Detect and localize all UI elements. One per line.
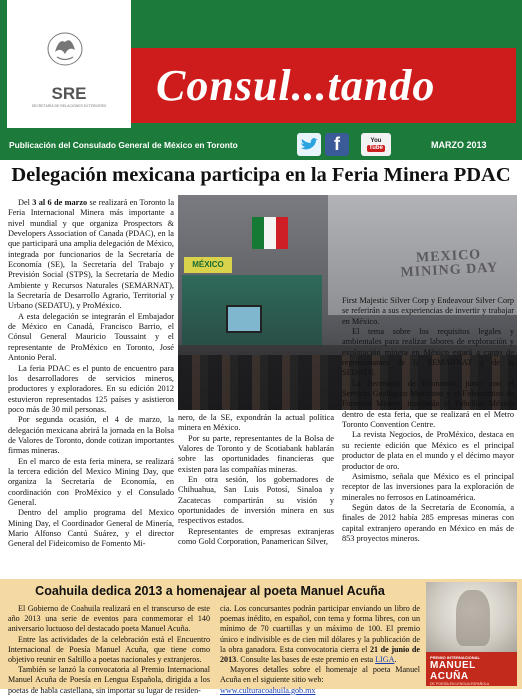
sre-abbrev: SRE: [51, 84, 87, 103]
website-link[interactable]: www.culturacoahuila.gob.mx: [220, 685, 316, 695]
youtube-icon-tube: Tube: [369, 144, 383, 151]
youtube-link[interactable]: [361, 133, 391, 156]
fair-dates: 3 al 6 de marzo: [32, 198, 88, 207]
feature-paragraph: También se lanzó la convocatoria al Premio Internacional Manuel Acuña de Poesía en Lengua Española, dirigida a los poetas de habla castellana, sin importar su lugar de residen-: [8, 665, 210, 695]
poster-name: MANUEL ACUÑA: [430, 660, 476, 682]
facebook-link[interactable]: [325, 133, 349, 156]
article-paragraph: First Majestic Silver Corp y Endeavour Silver Corp se referirán a sus experiencias de invertir y trabajar en México.: [342, 296, 514, 326]
feature-column-1: [8, 604, 210, 696]
eagle-seal-icon: [45, 30, 85, 68]
article-column-3: [342, 296, 514, 544]
article-paragraph: A esta delegación se integrarán el Embajador de México en Canadá, Francisco Barrio, el Cónsul General Mauricio Toussaint y el representante de ProMéxico en Toronto, José Antonio Peral.: [8, 311, 174, 363]
title-banner: [131, 48, 516, 123]
article-paragraph: En otra sesión, los gobernadores de Chihuahua, San Luis Potosí, Sinaloa y Zacatecas compartirán su visión y oportunidades de inversión minera en sus respectivos estados.: [178, 475, 334, 526]
feature-paragraph: Entre las actividades de la celebración está el Encuentro Internacional de Poesía Manuel Acuña, que tiene como objetivo reunir en Saltillo a poetas nacionales y extranjeros.: [8, 634, 210, 665]
poster-line-1: PREMIO INTERNACIONAL: [430, 655, 480, 660]
article-paragraph: La revista Negocios, de ProMéxico, destaca en su reciente edición que México es el principal productor de plata en el mundo y el décimo mayor productor de oro.: [342, 430, 514, 471]
facebook-icon: f: [334, 134, 340, 154]
article-paragraph: En el marco de esta feria minera, se realizará la tercera edición del Mexico Mining Day, que organiza la Secretaría de Economía, en coordinación con ProMéxico y el Consulado General.: [8, 456, 174, 507]
poster-line-2: DE POESÍA EN LENGUA ESPAÑOLA: [430, 682, 490, 686]
booth-sign: MÉXICO: [184, 257, 232, 273]
booth-screen: [226, 305, 262, 333]
twitter-link[interactable]: [297, 133, 321, 156]
bases-link[interactable]: LIGA: [375, 655, 395, 665]
article-paragraph: Por segunda ocasión, el 4 de marzo, la delegación mexicana abrirá la jornada en la Bolsa de Valores de Toronto, donde cotizan importantes firmas mineras.: [8, 415, 174, 456]
sre-logo: [7, 0, 131, 128]
feature-paragraph: [220, 604, 420, 665]
article-paragraph: nero, de la SE, expondrán la actual política minera en México.: [178, 413, 334, 433]
feature-paragraph: Mayores detalles sobre el homenaje al poeta Manuel Acuña en el siguiente sitio web:: [220, 665, 420, 685]
youtube-icon-you: You: [370, 137, 382, 144]
article-headline: Delegación mexicana participa en la Feria Minera PDAC: [11, 164, 511, 186]
newsletter-title: Consul...tando: [156, 61, 436, 110]
feature-text: .: [394, 655, 397, 665]
deadline-date: 21 de junio de 2013: [220, 644, 420, 665]
article-paragraph: Del 3 al 6 de marzo se realizará en Toronto la Feria Internacional Minera más importante a nivel mundial y que organiza Prospectors & Developers Association of Canada (PDAC), en la que participará una amplia delegación de México, integrada por funcionarios de la Secretaría de Economía (SE), la Secretaría del Trabajo y Previsión Social (STPS), la Secretaría de Medio Ambiente y Recursos Naturales (SEMARNAT), la Secretaría de Desarrollo Agrario, Territorial y Urbano (SEDATU), y ProMéxico.: [8, 198, 175, 311]
feature-text: cia. Los concursantes podrán participar enviando un libro de poemas inédito, en español, con tema y forma libres, con un mínimo de 70 cuartillas y un máximo de 100. El premio único e indivisible es de cien mil dólares y la publicación de la obra ganadora. Esta convocatoria cierra el: [220, 604, 420, 654]
article-paragraph: Por su parte, representantes de la Bolsa de Valores de Toronto y de Scotiabank hablarán sobre las oportunidades financieras que existen para las compañías mineras.: [178, 433, 334, 474]
award-poster: [426, 582, 517, 686]
article-paragraph: Representantes de empresas extranjeras como Gold Corporation, Panamerican Silver,: [178, 526, 334, 547]
feature-text: . Consulte las bases de este premio en esta: [236, 655, 376, 665]
statue-figure: [456, 590, 490, 646]
sre-full-name: SECRETARÍA DE RELACIONES EXTERIORES: [31, 104, 107, 108]
feature-paragraph: [220, 686, 420, 696]
poster-band: [426, 652, 517, 686]
article-paragraph: Asimismo, señala que México es el principal receptor de las inversiones para la exploración de minerales no ferrosos en Latinoamérica.: [342, 471, 514, 502]
feature-title: Coahuila dedica 2013 a homenajear al poeta Manuel Acuña: [35, 584, 385, 598]
article-column-2: [178, 413, 334, 547]
article-paragraph: El tema sobre los requisitos legales y ambientales para realizar labores de exploración y explotación minera en México estará a cargo de representantes de la SEMARNAT y de la SEDATU.: [342, 327, 514, 378]
article-paragraph: Según datos de la Secretaría de Economía, a finales de 2012 había 285 empresas mineras con capital extranjero operando en México en más de 853 proyectos mineros.: [342, 502, 514, 543]
twitter-bird-icon: [300, 138, 318, 152]
feature-column-2: [220, 604, 420, 696]
feature-paragraph: El Gobierno de Coahuila realizará en el transcurso de este año 2013 una serie de eventos para conmemorar el 140 aniversario luctuoso del destacado poeta Manuel Acuña.: [8, 604, 210, 634]
issue-date: MARZO 2013: [431, 140, 487, 150]
mexico-mining-day-banner: MEXICO MINING DAY: [400, 247, 499, 281]
mexican-flag-icon: [252, 217, 288, 249]
publication-subtitle: Publicación del Consulado General de México en Toronto: [9, 140, 238, 150]
article-paragraph: La Secretaría de Economía, junto con el Servicio Geológico Mexicano y el Fideicomiso de Fomento Minero, instalarán el Pabellón México dentro de esta feria, que se realizará en el Metro Toronto Convention Centre.: [342, 378, 514, 430]
article-paragraph: Dentro del amplio programa del Mexico Mining Day, el Coordinador General de Minería, Mario Alfonso Cantú Suárez, y el director General del Fideicomiso de Fomento Mi-: [8, 508, 174, 549]
article-column-1: [8, 198, 174, 550]
article-paragraph: La feria PDAC es el punto de encuentro para los desarrolladores de servicios mineros, productores y exploradores. En su edición 2012 estuvieron representados 125 países y asistieron poco más de 30 mil personas.: [8, 363, 174, 414]
